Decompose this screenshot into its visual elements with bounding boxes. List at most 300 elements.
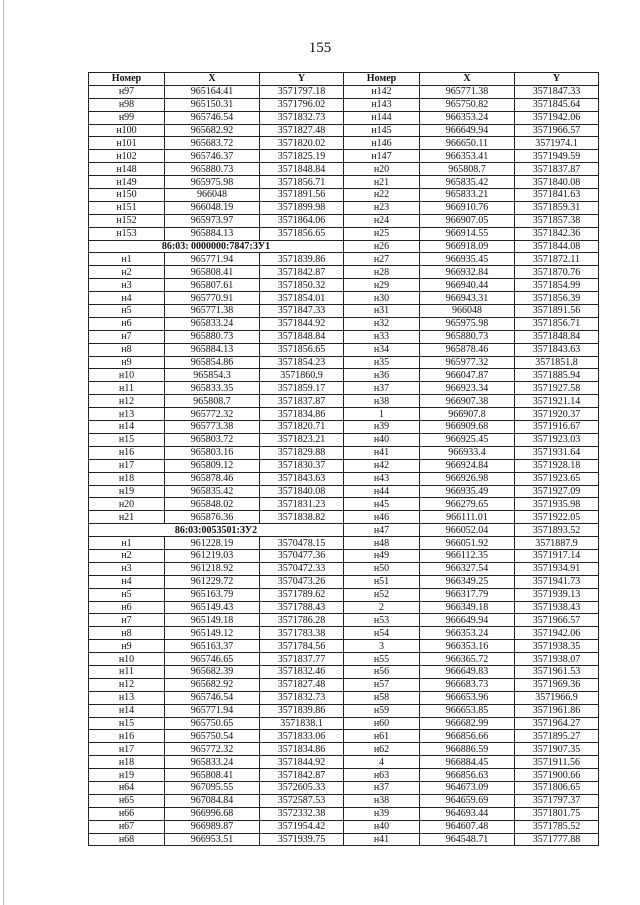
point-number-cell: н6 <box>89 601 165 614</box>
point-number-cell: 2 <box>344 601 420 614</box>
x-coordinate-cell: 966327.54 <box>420 562 515 575</box>
x-coordinate-cell: 965833.21 <box>420 189 515 202</box>
point-number-cell: н102 <box>89 150 165 163</box>
point-number-cell: 4 <box>344 756 420 769</box>
x-coordinate-cell: 965807.61 <box>165 279 260 292</box>
y-coordinate-cell: 3571938.07 <box>515 653 599 666</box>
y-coordinate-cell: 3571870.76 <box>515 266 599 279</box>
table-row <box>89 408 599 421</box>
point-number-cell: н41 <box>344 833 420 846</box>
y-coordinate-cell: 3571891.56 <box>260 189 344 202</box>
x-coordinate-cell: 965746.54 <box>165 111 260 124</box>
y-coordinate-cell: 3571848.84 <box>260 163 344 176</box>
point-number-cell: н25 <box>344 227 420 240</box>
point-number-cell: н20 <box>89 498 165 511</box>
table-body <box>89 85 599 846</box>
point-number-cell: н43 <box>344 472 420 485</box>
table-row <box>89 253 599 266</box>
table-row <box>89 498 599 511</box>
point-number-cell: н66 <box>89 807 165 820</box>
y-coordinate-cell: 3571851.8 <box>515 356 599 369</box>
x-coordinate-cell: 966996.68 <box>165 807 260 820</box>
coordinates-table <box>88 72 599 846</box>
x-coordinate-cell: 964548.71 <box>420 833 515 846</box>
point-number-cell: н31 <box>344 305 420 318</box>
y-coordinate-cell: 3571891.56 <box>515 305 599 318</box>
y-coordinate-cell: 3571864.06 <box>260 214 344 227</box>
x-coordinate-cell: 966856.63 <box>420 769 515 782</box>
point-number-cell: н63 <box>344 769 420 782</box>
y-coordinate-cell: 3571837.87 <box>515 163 599 176</box>
x-coordinate-cell: 966884.45 <box>420 756 515 769</box>
table-row <box>89 111 599 124</box>
y-coordinate-cell: 3571827.48 <box>260 124 344 137</box>
y-coordinate-cell: 3571796.02 <box>260 98 344 111</box>
point-number-cell: н24 <box>344 214 420 227</box>
x-coordinate-cell: 966653.85 <box>420 704 515 717</box>
x-coordinate-cell: 964693.44 <box>420 807 515 820</box>
page-number: 155 <box>308 40 332 56</box>
x-coordinate-cell: 965854.86 <box>165 356 260 369</box>
table-row <box>89 575 599 588</box>
table-row <box>89 201 599 214</box>
point-number-cell: н142 <box>344 85 420 98</box>
table-row <box>89 98 599 111</box>
point-number-cell: н13 <box>89 691 165 704</box>
x-coordinate-cell: 966048 <box>165 189 260 202</box>
y-coordinate-cell: 3571966.57 <box>515 124 599 137</box>
y-coordinate-cell: 3571942.06 <box>515 627 599 640</box>
y-coordinate-cell: 3571927.09 <box>515 485 599 498</box>
y-coordinate-cell: 3571831.23 <box>260 498 344 511</box>
y-coordinate-cell: 3571921.14 <box>515 395 599 408</box>
table-row <box>89 433 599 446</box>
y-coordinate-cell: 3571825.19 <box>260 150 344 163</box>
point-number-cell: н152 <box>89 214 165 227</box>
y-coordinate-cell: 3572587.53 <box>260 794 344 807</box>
point-number-cell: н38 <box>344 395 420 408</box>
x-coordinate-cell: 965750.82 <box>420 98 515 111</box>
point-number-cell: н51 <box>344 575 420 588</box>
point-number-cell: н1 <box>89 253 165 266</box>
x-coordinate-cell: 965803.72 <box>165 433 260 446</box>
x-coordinate-cell: 965149.18 <box>165 614 260 627</box>
y-coordinate-cell: 3571784.56 <box>260 640 344 653</box>
point-number-cell: н147 <box>344 150 420 163</box>
x-coordinate-cell: 965773.38 <box>165 421 260 434</box>
table-row <box>89 691 599 704</box>
table-row <box>89 317 599 330</box>
point-number-cell: н39 <box>344 421 420 434</box>
y-coordinate-cell: 3571857.38 <box>515 214 599 227</box>
x-coordinate-cell: 965884.13 <box>165 343 260 356</box>
x-coordinate-cell: 965809.12 <box>165 459 260 472</box>
point-number-cell: н11 <box>89 382 165 395</box>
cadastral-section-title: 86:03: 0000000:7847:ЗУ1 <box>89 240 344 253</box>
table-row <box>89 537 599 550</box>
y-coordinate-cell: 3571917.14 <box>515 549 599 562</box>
x-coordinate-cell: 966349.18 <box>420 601 515 614</box>
x-coordinate-cell: 964659.69 <box>420 794 515 807</box>
table-row <box>89 769 599 782</box>
point-number-cell: н10 <box>89 369 165 382</box>
y-coordinate-cell: 3571843.63 <box>515 343 599 356</box>
point-number-cell: н59 <box>344 704 420 717</box>
table-row <box>89 794 599 807</box>
y-coordinate-cell: 3571833.06 <box>260 730 344 743</box>
x-coordinate-cell: 965746.54 <box>165 691 260 704</box>
x-coordinate-cell: 965808.7 <box>165 395 260 408</box>
y-coordinate-cell: 3571923.65 <box>515 472 599 485</box>
x-coordinate-cell: 966953.51 <box>165 833 260 846</box>
y-coordinate-cell: 3571848.84 <box>515 330 599 343</box>
point-number-cell: н3 <box>89 562 165 575</box>
table-row <box>89 614 599 627</box>
x-coordinate-cell: 966910.76 <box>420 201 515 214</box>
point-number-cell: н150 <box>89 189 165 202</box>
table-row <box>89 305 599 318</box>
x-coordinate-cell: 966349.25 <box>420 575 515 588</box>
x-coordinate-cell: 965771.38 <box>165 305 260 318</box>
x-coordinate-cell: 966649.83 <box>420 665 515 678</box>
x-coordinate-cell: 965884.13 <box>165 227 260 240</box>
point-number-cell: н34 <box>344 343 420 356</box>
point-number-cell: н58 <box>344 691 420 704</box>
y-coordinate-cell: 3571801.75 <box>515 807 599 820</box>
point-number-cell: н101 <box>89 137 165 150</box>
point-number-cell: н10 <box>89 653 165 666</box>
y-coordinate-cell: 3571927.58 <box>515 382 599 395</box>
y-coordinate-cell: 3571847.33 <box>515 85 599 98</box>
point-number-cell: н5 <box>89 588 165 601</box>
point-number-cell: н45 <box>344 498 420 511</box>
point-number-cell: н21 <box>89 511 165 524</box>
y-coordinate-cell: 3571844.08 <box>515 240 599 253</box>
table-row <box>89 665 599 678</box>
y-coordinate-cell: 3571789.62 <box>260 588 344 601</box>
table-row <box>89 704 599 717</box>
x-coordinate-cell: 966935.49 <box>420 485 515 498</box>
x-coordinate-cell: 965750.54 <box>165 730 260 743</box>
y-coordinate-cell: 3571806.65 <box>515 781 599 794</box>
y-coordinate-cell: 3571837.77 <box>260 653 344 666</box>
x-coordinate-cell: 965835.42 <box>165 485 260 498</box>
table-row <box>89 395 599 408</box>
point-number-cell: н15 <box>89 433 165 446</box>
y-coordinate-cell: 3571969.36 <box>515 678 599 691</box>
y-coordinate-cell: 3571838.1 <box>260 717 344 730</box>
point-number-cell: н49 <box>344 549 420 562</box>
point-number-cell: н39 <box>344 807 420 820</box>
table-row <box>89 562 599 575</box>
y-coordinate-cell: 3571839.86 <box>260 253 344 266</box>
point-number-cell: н44 <box>344 485 420 498</box>
y-coordinate-cell: 3571893.52 <box>515 524 599 537</box>
point-number-cell: н18 <box>89 756 165 769</box>
point-number-cell: н6 <box>89 317 165 330</box>
y-coordinate-cell: 3571788.43 <box>260 601 344 614</box>
y-coordinate-cell: 3571939.13 <box>515 588 599 601</box>
x-coordinate-cell: 966353.24 <box>420 111 515 124</box>
table-row <box>89 511 599 524</box>
x-coordinate-cell: 965772.32 <box>165 408 260 421</box>
x-coordinate-cell: 965163.37 <box>165 640 260 653</box>
x-coordinate-cell: 965973.97 <box>165 214 260 227</box>
x-coordinate-cell: 966909.68 <box>420 421 515 434</box>
table-row <box>89 640 599 653</box>
x-coordinate-cell: 965880.73 <box>165 330 260 343</box>
y-coordinate-cell: 3571839.86 <box>260 704 344 717</box>
x-coordinate-cell: 965771.38 <box>420 85 515 98</box>
table-row <box>89 730 599 743</box>
point-number-cell: н46 <box>344 511 420 524</box>
table-row <box>89 227 599 240</box>
y-coordinate-cell: 3571860.9 <box>260 369 344 382</box>
table-row <box>89 485 599 498</box>
y-coordinate-cell: 3571837.87 <box>260 395 344 408</box>
point-number-cell: н145 <box>344 124 420 137</box>
point-number-cell: н8 <box>89 343 165 356</box>
y-coordinate-cell: 3571859.17 <box>260 382 344 395</box>
x-coordinate-cell: 966924.84 <box>420 459 515 472</box>
table-row <box>89 833 599 846</box>
x-coordinate-cell: 966926.98 <box>420 472 515 485</box>
point-number-cell: н9 <box>89 356 165 369</box>
point-number-cell: н12 <box>89 678 165 691</box>
x-coordinate-cell: 964673.09 <box>420 781 515 794</box>
x-coordinate-cell: 966279.65 <box>420 498 515 511</box>
point-number-cell: н40 <box>344 433 420 446</box>
point-number-cell: н143 <box>344 98 420 111</box>
y-coordinate-cell: 3571934.91 <box>515 562 599 575</box>
point-number-cell: н30 <box>344 292 420 305</box>
x-coordinate-cell: 966051.92 <box>420 537 515 550</box>
header-number-right: Номер <box>344 73 420 86</box>
y-coordinate-cell: 3571850.32 <box>260 279 344 292</box>
point-number-cell: н28 <box>344 266 420 279</box>
point-number-cell: н54 <box>344 627 420 640</box>
x-coordinate-cell: 965835.42 <box>420 176 515 189</box>
x-coordinate-cell: 965833.24 <box>165 756 260 769</box>
point-number-cell: н42 <box>344 459 420 472</box>
point-number-cell: н100 <box>89 124 165 137</box>
x-coordinate-cell: 965803.16 <box>165 446 260 459</box>
point-number-cell: 1 <box>344 408 420 421</box>
y-coordinate-cell: 3571900.66 <box>515 769 599 782</box>
point-number-cell: н47 <box>344 524 420 537</box>
point-number-cell: н61 <box>344 730 420 743</box>
y-coordinate-cell: 3571829.88 <box>260 446 344 459</box>
point-number-cell: н19 <box>89 485 165 498</box>
y-coordinate-cell: 3571872.11 <box>515 253 599 266</box>
y-coordinate-cell: 3571820.71 <box>260 421 344 434</box>
point-number-cell: н48 <box>344 537 420 550</box>
table-row <box>89 421 599 434</box>
point-number-cell: н146 <box>344 137 420 150</box>
point-number-cell: н144 <box>344 111 420 124</box>
point-number-cell: н26 <box>344 240 420 253</box>
y-coordinate-cell: 3571856.65 <box>260 343 344 356</box>
point-number-cell: н12 <box>89 395 165 408</box>
x-coordinate-cell: 966048 <box>420 305 515 318</box>
x-coordinate-cell: 966907.38 <box>420 395 515 408</box>
table-row <box>89 717 599 730</box>
y-coordinate-cell: 3571856.71 <box>515 317 599 330</box>
y-coordinate-cell: 3571840.08 <box>260 485 344 498</box>
x-coordinate-cell: 966943.31 <box>420 292 515 305</box>
x-coordinate-cell: 965833.35 <box>165 382 260 395</box>
point-number-cell: н2 <box>89 549 165 562</box>
point-number-cell: н32 <box>344 317 420 330</box>
x-coordinate-cell: 965833.24 <box>165 317 260 330</box>
table-row <box>89 330 599 343</box>
table-row <box>89 124 599 137</box>
header-x-right: X <box>420 73 515 86</box>
y-coordinate-cell: 3571827.48 <box>260 678 344 691</box>
y-coordinate-cell: 3571907.35 <box>515 743 599 756</box>
x-coordinate-cell: 966353.16 <box>420 640 515 653</box>
y-coordinate-cell: 3571895.27 <box>515 730 599 743</box>
x-coordinate-cell: 961219.03 <box>165 549 260 562</box>
point-number-cell: н2 <box>89 266 165 279</box>
table-row <box>89 369 599 382</box>
y-coordinate-cell: 3571931.64 <box>515 446 599 459</box>
table-row <box>89 189 599 202</box>
x-coordinate-cell: 965848.02 <box>165 498 260 511</box>
x-coordinate-cell: 966933.4 <box>420 446 515 459</box>
point-number-cell: н37 <box>344 382 420 395</box>
y-coordinate-cell: 3571840.08 <box>515 176 599 189</box>
x-coordinate-cell: 966907.8 <box>420 408 515 421</box>
y-coordinate-cell: 3571954.42 <box>260 820 344 833</box>
x-coordinate-cell: 965808.7 <box>420 163 515 176</box>
point-number-cell: н20 <box>344 163 420 176</box>
y-coordinate-cell: 3571832.46 <box>260 665 344 678</box>
y-coordinate-cell: 3571920.37 <box>515 408 599 421</box>
point-number-cell: н53 <box>344 614 420 627</box>
y-coordinate-cell: 3571834.86 <box>260 408 344 421</box>
y-coordinate-cell: 3571842.36 <box>515 227 599 240</box>
x-coordinate-cell: 965164.41 <box>165 85 260 98</box>
table-row <box>89 163 599 176</box>
table-header-row <box>89 73 599 86</box>
x-coordinate-cell: 966649.94 <box>420 124 515 137</box>
point-number-cell: н18 <box>89 472 165 485</box>
table-row <box>89 653 599 666</box>
y-coordinate-cell: 3570472.33 <box>260 562 344 575</box>
y-coordinate-cell: 3571974.1 <box>515 137 599 150</box>
y-coordinate-cell: 3571964.27 <box>515 717 599 730</box>
table-row <box>89 382 599 395</box>
table-row <box>89 356 599 369</box>
table-row <box>89 176 599 189</box>
point-number-cell: н56 <box>344 665 420 678</box>
x-coordinate-cell: 965149.12 <box>165 627 260 640</box>
point-number-cell: н5 <box>89 305 165 318</box>
x-coordinate-cell: 965880.73 <box>165 163 260 176</box>
x-coordinate-cell: 965746.65 <box>165 653 260 666</box>
x-coordinate-cell: 965808.41 <box>165 769 260 782</box>
point-number-cell: н21 <box>344 176 420 189</box>
point-number-cell: н99 <box>89 111 165 124</box>
point-number-cell: н14 <box>89 421 165 434</box>
x-coordinate-cell: 965163.79 <box>165 588 260 601</box>
x-coordinate-cell: 965771.94 <box>165 704 260 717</box>
x-coordinate-cell: 966650.11 <box>420 137 515 150</box>
y-coordinate-cell: 3571966.9 <box>515 691 599 704</box>
table-row <box>89 627 599 640</box>
x-coordinate-cell: 966365.72 <box>420 653 515 666</box>
x-coordinate-cell: 965876.36 <box>165 511 260 524</box>
x-coordinate-cell: 966111.01 <box>420 511 515 524</box>
y-coordinate-cell: 3571885.94 <box>515 369 599 382</box>
y-coordinate-cell: 3571854.99 <box>515 279 599 292</box>
point-number-cell: н17 <box>89 743 165 756</box>
y-coordinate-cell: 3571911.56 <box>515 756 599 769</box>
y-coordinate-cell: 3571832.73 <box>260 691 344 704</box>
y-coordinate-cell: 3571797.18 <box>260 85 344 98</box>
y-coordinate-cell: 3571938.35 <box>515 640 599 653</box>
y-coordinate-cell: 3571949.59 <box>515 150 599 163</box>
x-coordinate-cell: 966914.55 <box>420 227 515 240</box>
point-number-cell: н98 <box>89 98 165 111</box>
y-coordinate-cell: 3571830.37 <box>260 459 344 472</box>
y-coordinate-cell: 3571856.71 <box>260 176 344 189</box>
point-number-cell: н60 <box>344 717 420 730</box>
y-coordinate-cell: 3571820.02 <box>260 137 344 150</box>
point-number-cell: н68 <box>89 833 165 846</box>
x-coordinate-cell: 965683.72 <box>165 137 260 150</box>
y-coordinate-cell: 3571834.86 <box>260 743 344 756</box>
point-number-cell: н27 <box>344 253 420 266</box>
y-coordinate-cell: 3571939.75 <box>260 833 344 846</box>
y-coordinate-cell: 3571832.73 <box>260 111 344 124</box>
y-coordinate-cell: 3571961.53 <box>515 665 599 678</box>
point-number-cell: н23 <box>344 201 420 214</box>
point-number-cell: н50 <box>344 562 420 575</box>
y-coordinate-cell: 3571785.52 <box>515 820 599 833</box>
x-coordinate-cell: 965977.32 <box>420 356 515 369</box>
y-coordinate-cell: 3571823.21 <box>260 433 344 446</box>
table-row <box>89 137 599 150</box>
y-coordinate-cell: 3571841.63 <box>515 189 599 202</box>
scan-edge-line <box>3 0 4 905</box>
x-coordinate-cell: 965975.98 <box>165 176 260 189</box>
table-row <box>89 524 599 537</box>
y-coordinate-cell: 3571961.86 <box>515 704 599 717</box>
table-row <box>89 601 599 614</box>
table-row <box>89 472 599 485</box>
x-coordinate-cell: 967095.55 <box>165 781 260 794</box>
y-coordinate-cell: 3571843.63 <box>260 472 344 485</box>
point-number-cell: н15 <box>89 717 165 730</box>
point-number-cell: 3 <box>344 640 420 653</box>
x-coordinate-cell: 966653.96 <box>420 691 515 704</box>
y-coordinate-cell: 3571966.57 <box>515 614 599 627</box>
y-coordinate-cell: 3570478.15 <box>260 537 344 550</box>
point-number-cell: н151 <box>89 201 165 214</box>
x-coordinate-cell: 966353.24 <box>420 627 515 640</box>
y-coordinate-cell: 3572605.33 <box>260 781 344 794</box>
y-coordinate-cell: 3571859.31 <box>515 201 599 214</box>
y-coordinate-cell: 3571899.98 <box>260 201 344 214</box>
point-number-cell: н9 <box>89 640 165 653</box>
y-coordinate-cell: 3571887.9 <box>515 537 599 550</box>
point-number-cell: н67 <box>89 820 165 833</box>
point-number-cell: н16 <box>89 730 165 743</box>
point-number-cell: н29 <box>344 279 420 292</box>
point-number-cell: н62 <box>344 743 420 756</box>
